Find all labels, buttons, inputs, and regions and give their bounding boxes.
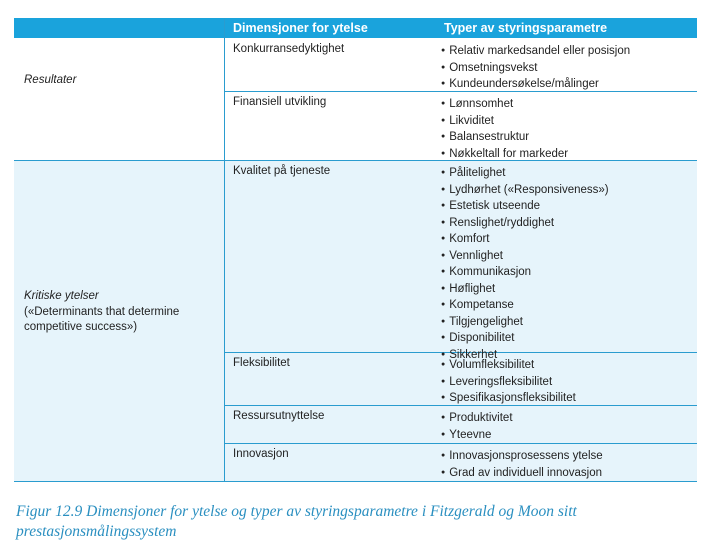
figure-caption: Figur 12.9 Dimensjoner for ytelse og typer av styringsparametre i Fitzgerald og Moon sitt prestasjonsmålingssystem — [16, 503, 577, 540]
parameter-list — [441, 357, 576, 407]
parameter-list — [441, 96, 568, 162]
divider — [14, 160, 697, 161]
parameter-item: ● Pålitelighet — [441, 165, 609, 182]
parameter-item: ● Spesifikasjonsfleksibilitet — [441, 390, 576, 407]
parameter-item: ● Innovasjonsprosessens ytelse — [441, 448, 603, 465]
parameter-item: ● Omsetningsvekst — [441, 60, 630, 77]
parameter-item: ● Disponibilitet — [441, 330, 609, 347]
parameter-item: ● Produktivitet — [441, 410, 513, 427]
category-critical: Kritiske ytelser («Determinants that determine competitive success») — [24, 290, 180, 333]
parameter-list — [441, 165, 609, 363]
parameter-item: ● Estetisk utseende — [441, 198, 609, 215]
parameter-item: ● Balansestruktur — [441, 129, 568, 146]
parameter-list — [441, 43, 630, 93]
dimension-label: Ressursutnyttelse — [233, 410, 325, 422]
dimension-label: Innovasjon — [233, 448, 289, 460]
parameter-item: ● Volumfleksibilitet — [441, 357, 576, 374]
divider — [14, 481, 697, 482]
parameter-item: ● Likviditet — [441, 113, 568, 130]
header-dimensions: Dimensjoner for ytelse — [233, 21, 368, 35]
parameter-item: ● Høflighet — [441, 281, 609, 298]
parameter-item: ● Lønnsomhet — [441, 96, 568, 113]
column-divider — [224, 18, 225, 481]
dimension-label: Kvalitet på tjeneste — [233, 165, 331, 177]
parameter-item: ● Renslighet/ryddighet — [441, 215, 609, 232]
table-header — [14, 18, 697, 38]
parameter-item: ● Lydhørhet («Responsiveness») — [441, 182, 609, 199]
parameter-item: ● Komfort — [441, 231, 609, 248]
parameter-item: ● Sikkerhet — [441, 347, 609, 364]
parameter-item: ● Kundeundersøkelse/målinger — [441, 76, 630, 93]
parameter-list — [441, 410, 513, 443]
parameter-item: ● Yteevne — [441, 427, 513, 444]
divider — [224, 443, 697, 444]
parameter-item: ● Relativ markedsandel eller posisjon — [441, 43, 630, 60]
parameter-item: ● Grad av individuell innovasjon — [441, 465, 603, 482]
parameter-list — [441, 448, 603, 481]
dimension-label: Konkurransedyktighet — [233, 43, 345, 55]
parameter-item: ● Tilgjengelighet — [441, 314, 609, 331]
category-results: Resultater — [24, 74, 77, 86]
parameter-item: ● Vennlighet — [441, 248, 609, 265]
parameter-item: ● Kompetanse — [441, 297, 609, 314]
header-parameter-types: Typer av styringsparametre — [444, 21, 608, 35]
dimension-label: Fleksibilitet — [233, 357, 290, 369]
parameter-item: ● Kommunikasjon — [441, 264, 609, 281]
dimension-label: Finansiell utvikling — [233, 96, 327, 108]
parameter-item: ● Leveringsfleksibilitet — [441, 374, 576, 391]
parameter-item: ● Nøkkeltall for markeder — [441, 146, 568, 163]
